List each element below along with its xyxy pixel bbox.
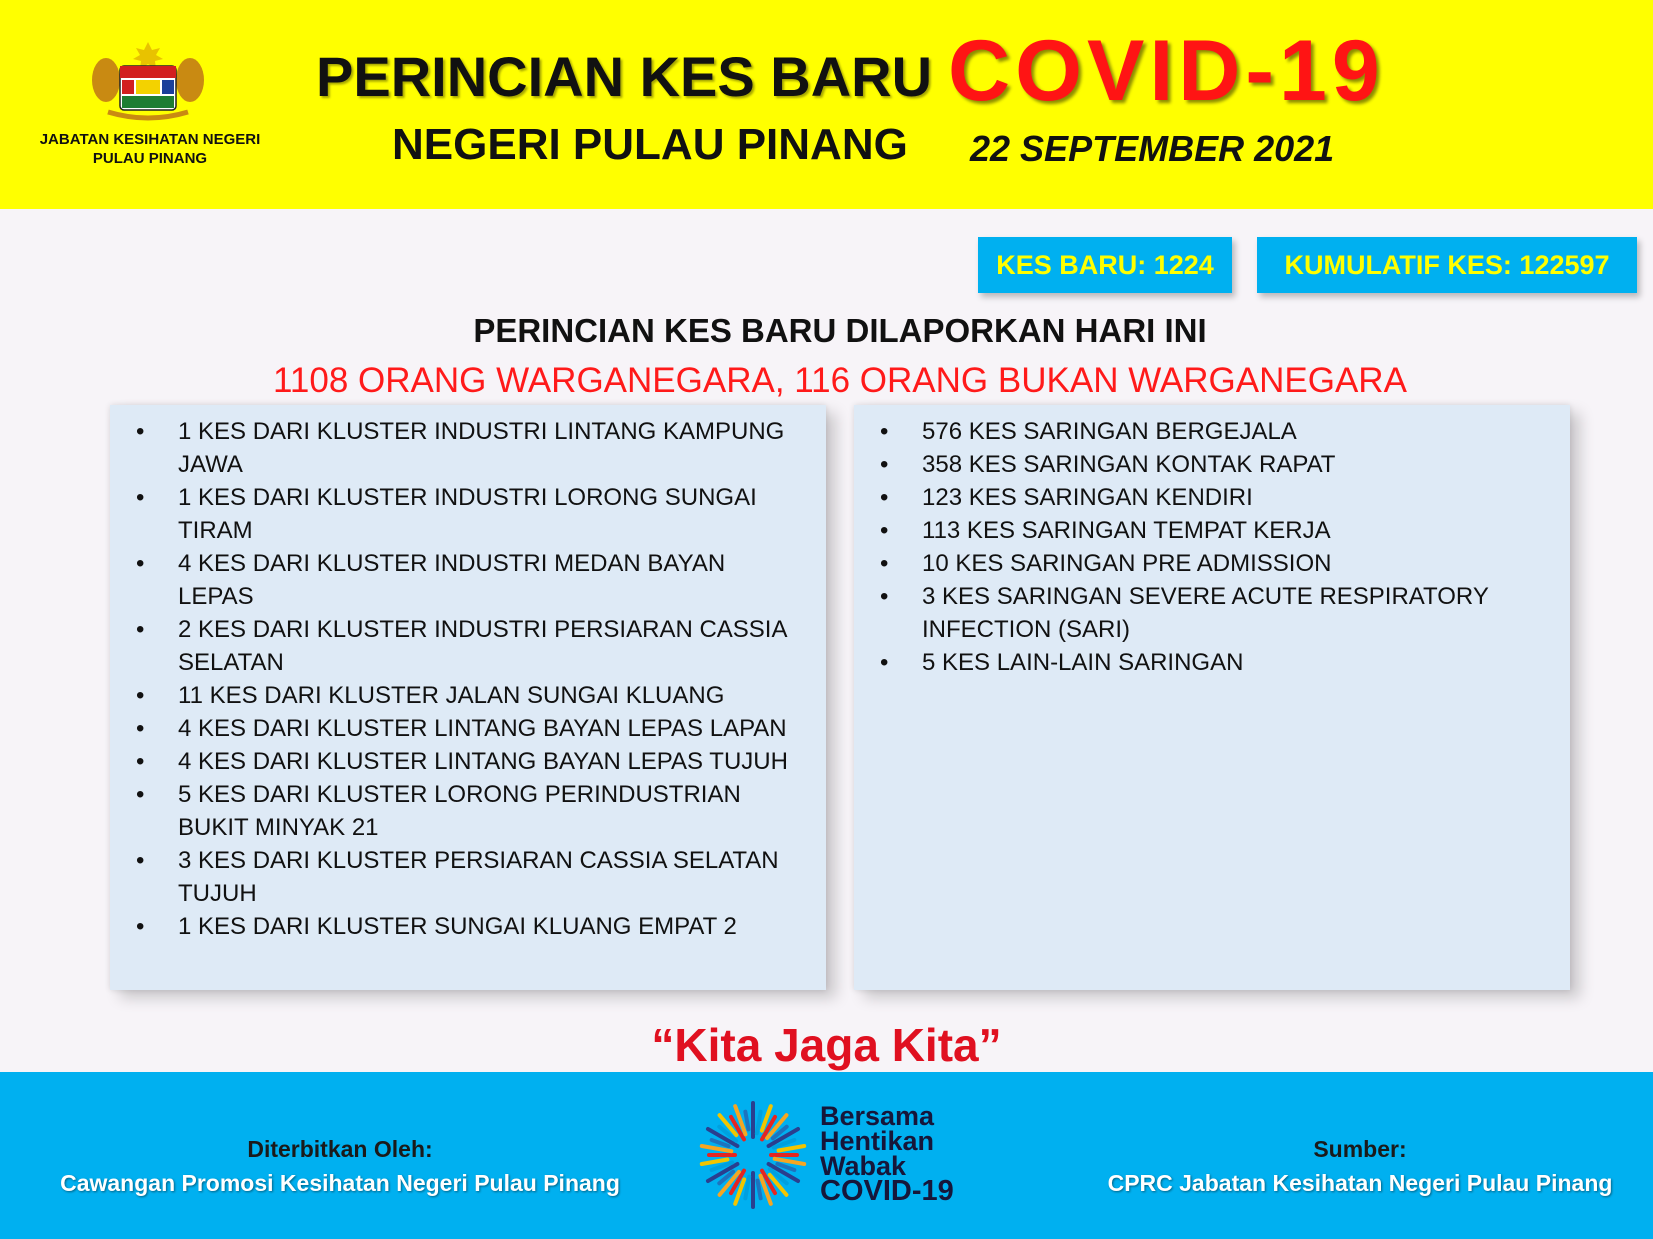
new-cases-badge: KES BARU: 1224 [978, 237, 1232, 293]
screening-item [872, 580, 1550, 646]
campaign-burst-logo-icon [698, 1100, 808, 1210]
bullet-icon: • [880, 517, 889, 544]
publisher-block [40, 1132, 640, 1200]
screening-item-text: 358 KES SARINGAN KONTAK RAPAT [922, 451, 1336, 478]
cluster-item [128, 745, 806, 778]
cluster-item [128, 910, 806, 943]
cluster-item-text: 11 KES DARI KLUSTER JALAN SUNGAI KLUANG [178, 682, 725, 709]
cluster-item-text: 1 KES DARI KLUSTER SUNGAI KLUANG EMPAT 2 [178, 913, 737, 940]
cluster-item-text: 3 KES DARI KLUSTER PERSIARAN CASSIA SELATAN TUJUH [178, 847, 779, 907]
screening-item-text: 576 KES SARINGAN BERGEJALA [922, 418, 1297, 445]
bullet-icon: • [136, 913, 145, 940]
citizenship-breakdown: 1108 ORANG WARGANEGARA, 116 ORANG BUKAN WARGANEGARA [273, 361, 1407, 400]
screening-item [872, 448, 1550, 481]
department-line-1: JABATAN KESIHATAN NEGERI [39, 131, 261, 148]
screening-item-text: 113 KES SARINGAN TEMPAT KERJA [922, 517, 1331, 544]
cluster-item [128, 547, 806, 613]
bullet-icon: • [880, 418, 889, 445]
cluster-item-text: 5 KES DARI KLUSTER LORONG PERINDUSTRIAN BUKIT MINYAK 21 [178, 781, 741, 841]
bullet-icon: • [136, 418, 145, 445]
bullet-icon: • [136, 682, 145, 709]
bullet-icon: • [880, 484, 889, 511]
bullet-icon: • [136, 715, 145, 742]
cluster-item [128, 712, 806, 745]
department-line-2: PULAU PINANG [92, 150, 208, 167]
cumulative-cases-badge: KUMULATIF KES: 122597 [1257, 237, 1637, 293]
covid-title: COVID-19 [948, 23, 1385, 119]
screening-item [872, 646, 1550, 679]
screening-list [854, 405, 1570, 679]
page-title: PERINCIAN KES BARU [316, 45, 933, 108]
cluster-item-text: 1 KES DARI KLUSTER INDUSTRI LINTANG KAMPUNG JAWA [178, 418, 785, 478]
cluster-item [128, 415, 806, 481]
malaysia-coat-of-arms-icon [88, 38, 208, 122]
burst-ray [745, 1112, 748, 1130]
bullet-icon: • [136, 484, 145, 511]
cluster-list [110, 405, 826, 943]
report-date: 22 SEPTEMBER 2021 [970, 128, 1335, 169]
source-name: CPRC Jabatan Kesihatan Negeri Pulau Pinang [1107, 1170, 1613, 1196]
burst-ray [758, 1181, 761, 1199]
bullet-icon: • [880, 550, 889, 577]
screening-item-text: 5 KES LAIN-LAIN SARINGAN [922, 649, 1244, 676]
campaign-line-3: Wabak [820, 1151, 907, 1181]
header-banner [0, 0, 1653, 209]
cluster-panel [110, 405, 826, 990]
screening-item [872, 547, 1550, 580]
cluster-item [128, 481, 806, 547]
burst-ray [702, 1160, 728, 1165]
cluster-item-text: 4 KES DARI KLUSTER LINTANG BAYAN LEPAS TUJUH [178, 748, 788, 775]
cluster-item-text: 4 KES DARI KLUSTER LINTANG BAYAN LEPAS LAPAN [178, 715, 787, 742]
cluster-item-text: 4 KES DARI KLUSTER INDUSTRI MEDAN BAYAN LEPAS [178, 550, 726, 610]
burst-ray [779, 1146, 805, 1151]
screening-item-text: 123 KES SARINGAN KENDIRI [922, 484, 1253, 511]
state-title: NEGERI PULAU PINANG [392, 120, 908, 169]
bullet-icon: • [136, 616, 145, 643]
screening-item [872, 415, 1550, 448]
publisher-name: Cawangan Promosi Kesihatan Negeri Pulau Pinang [60, 1170, 620, 1196]
screening-panel [854, 405, 1570, 990]
section-title: PERINCIAN KES BARU DILAPORKAN HARI INI [473, 312, 1207, 349]
motto: “Kita Jaga Kita” [651, 1019, 1002, 1071]
department-name [20, 130, 280, 168]
screening-item [872, 481, 1550, 514]
cluster-item [128, 844, 806, 910]
cluster-item-text: 1 KES DARI KLUSTER INDUSTRI LORONG SUNGAI TIRAM [178, 484, 757, 544]
bullet-icon: • [136, 847, 145, 874]
source-block [1090, 1132, 1630, 1200]
campaign-line-4: COVID-19 [820, 1175, 954, 1207]
publisher-label: Diterbitkan Oleh: [247, 1136, 433, 1162]
cluster-item [128, 613, 806, 679]
bullet-icon: • [136, 781, 145, 808]
bullet-icon: • [880, 649, 889, 676]
cluster-item [128, 679, 806, 712]
screening-item [872, 514, 1550, 547]
screening-item-text: 10 KES SARINGAN PRE ADMISSION [922, 550, 1332, 577]
cluster-item [128, 778, 806, 844]
footer-banner [0, 1072, 1653, 1239]
bullet-icon: • [880, 583, 889, 610]
cluster-item-text: 2 KES DARI KLUSTER INDUSTRI PERSIARAN CASSIA SELATAN [178, 616, 787, 676]
campaign-line-1: Bersama [820, 1101, 935, 1131]
bullet-icon: • [136, 748, 145, 775]
bullet-icon: • [880, 451, 889, 478]
bullet-icon: • [136, 550, 145, 577]
campaign-line-2: Hentikan [820, 1126, 935, 1156]
source-label: Sumber: [1313, 1136, 1407, 1162]
campaign-slogan [820, 1101, 954, 1207]
screening-item-text: 3 KES SARINGAN SEVERE ACUTE RESPIRATORY INFECTION (SARI) [922, 583, 1489, 643]
